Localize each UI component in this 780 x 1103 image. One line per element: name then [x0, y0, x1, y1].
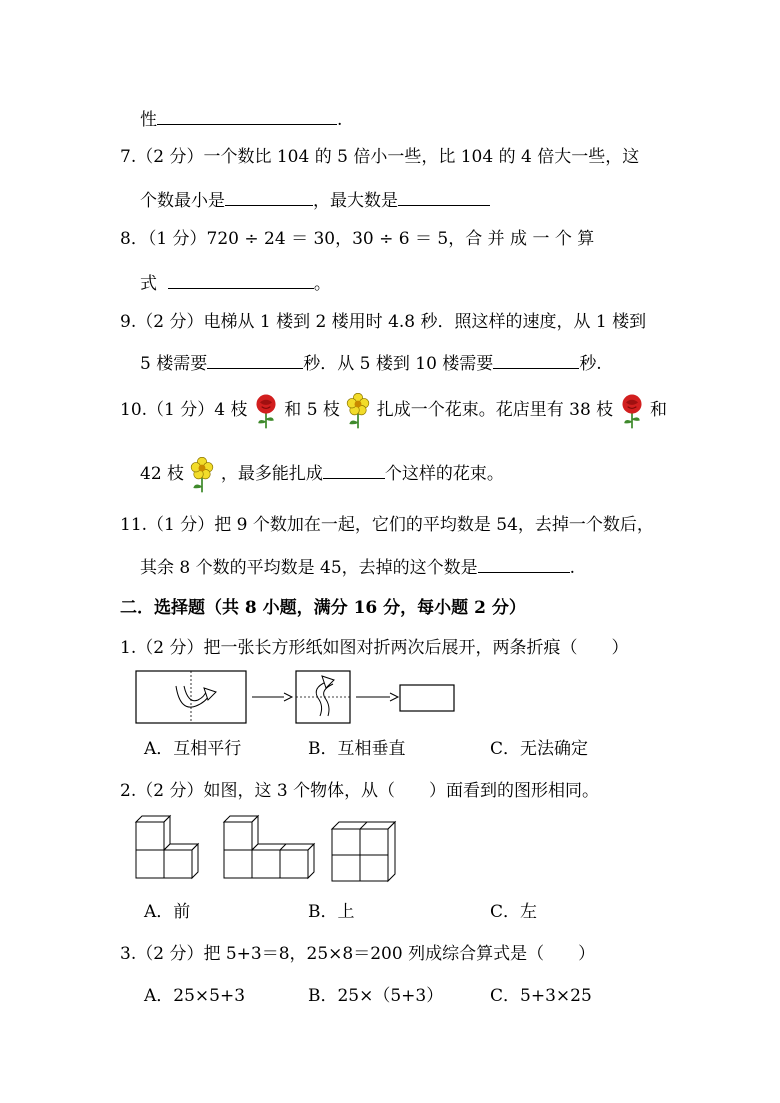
- daisy-icon: [345, 393, 371, 429]
- q10-text-4: 和: [650, 400, 667, 420]
- q10-text-5: 42 枝: [140, 464, 185, 484]
- section-heading: 二．选择题（共 8 小题，满分 16 分，每小题 2 分）: [120, 598, 526, 618]
- rose-icon: [619, 393, 645, 429]
- q9-line2: [140, 350, 602, 375]
- q10-line2: [140, 452, 504, 496]
- mc3-option-b[interactable]: B．25×（5+3）: [308, 986, 444, 1006]
- mc2-stem: 2.（2 分）如图，这 3 个物体，从（ ）面看到的图形相同。: [120, 781, 600, 801]
- paper-fold-figure: [134, 668, 464, 728]
- cube-objects-figure: [134, 814, 404, 886]
- q6-text: 性: [140, 110, 157, 130]
- q9-line1: 9.（2 分）电梯从 1 楼到 2 楼用时 4.8 秒．照这样的速度，从 1 楼到: [120, 312, 647, 332]
- rose-icon: [253, 393, 279, 429]
- mc1-option-a[interactable]: A．互相平行: [144, 739, 242, 759]
- answer-blank[interactable]: [207, 350, 303, 369]
- q10-text-1: 10.（1 分）4 枝: [120, 400, 248, 420]
- q7-line1: 7.（2 分）一个数比 104 的 5 倍小一些，比 104 的 4 倍大一些，这: [120, 147, 640, 167]
- q11-line2: [140, 554, 575, 579]
- daisy-icon: [189, 457, 215, 493]
- q11-line1: 11.（1 分）把 9 个数加在一起，它们的平均数是 54，去掉一个数后，: [120, 515, 654, 535]
- q10-text-7: 个这样的花束。: [384, 464, 504, 484]
- answer-blank[interactable]: [398, 187, 490, 206]
- q9-text-c: 秒.: [579, 354, 602, 374]
- q7-text-a: 个数最小是: [140, 191, 225, 211]
- mc1-stem: 1.（2 分）把一张长方形纸如图对折两次后展开，两条折痕（ ）: [120, 638, 629, 658]
- answer-blank[interactable]: [225, 187, 313, 206]
- answer-blank[interactable]: [157, 106, 337, 125]
- q9-text-b: 秒．从 5 楼到 10 楼需要: [303, 354, 494, 374]
- q9-text-a: 5 楼需要: [140, 354, 208, 374]
- q6-end: .: [337, 110, 343, 130]
- q8-text-b: 。: [313, 274, 331, 294]
- answer-blank[interactable]: [478, 554, 570, 573]
- q7-line2: [140, 187, 490, 212]
- mc1-option-c[interactable]: C．无法确定: [490, 739, 589, 759]
- mc3-option-c[interactable]: C．5+3×25: [490, 986, 592, 1006]
- q7-text-b: ，最大数是: [313, 191, 398, 211]
- mc1-option-b[interactable]: B．互相垂直: [308, 739, 406, 759]
- mc2-option-c[interactable]: C．左: [490, 902, 538, 922]
- q8-line2: [140, 270, 331, 295]
- answer-blank[interactable]: [493, 350, 579, 369]
- mc2-option-b[interactable]: B．上: [308, 902, 355, 922]
- q10-line1: [120, 388, 667, 432]
- q11-text-a: 其余 8 个数的平均数是 45，去掉的这个数是: [140, 558, 478, 578]
- answer-blank[interactable]: [168, 270, 314, 289]
- q8-line1: 8．（1 分）720 ÷ 24 ＝ 30，30 ÷ 6 ＝ 5，合 并 成 一 个 算: [120, 229, 595, 249]
- q8-text-a: 式: [140, 274, 157, 294]
- q10-text-6: ，最多能扎成: [220, 464, 323, 484]
- mc2-option-a[interactable]: A．前: [144, 902, 191, 922]
- q10-text-3: 扎成一个花束。花店里有 38 枝: [376, 400, 614, 420]
- q10-text-2: 和 5 枝: [284, 400, 340, 420]
- q11-text-b: .: [569, 558, 576, 578]
- mc3-stem: 3.（2 分）把 5+3＝8，25×8＝200 列成综合算式是（ ）: [120, 944, 596, 964]
- mc3-option-a[interactable]: A．25×5+3: [144, 986, 246, 1006]
- answer-blank[interactable]: [323, 460, 385, 479]
- q6-continuation: [140, 106, 342, 131]
